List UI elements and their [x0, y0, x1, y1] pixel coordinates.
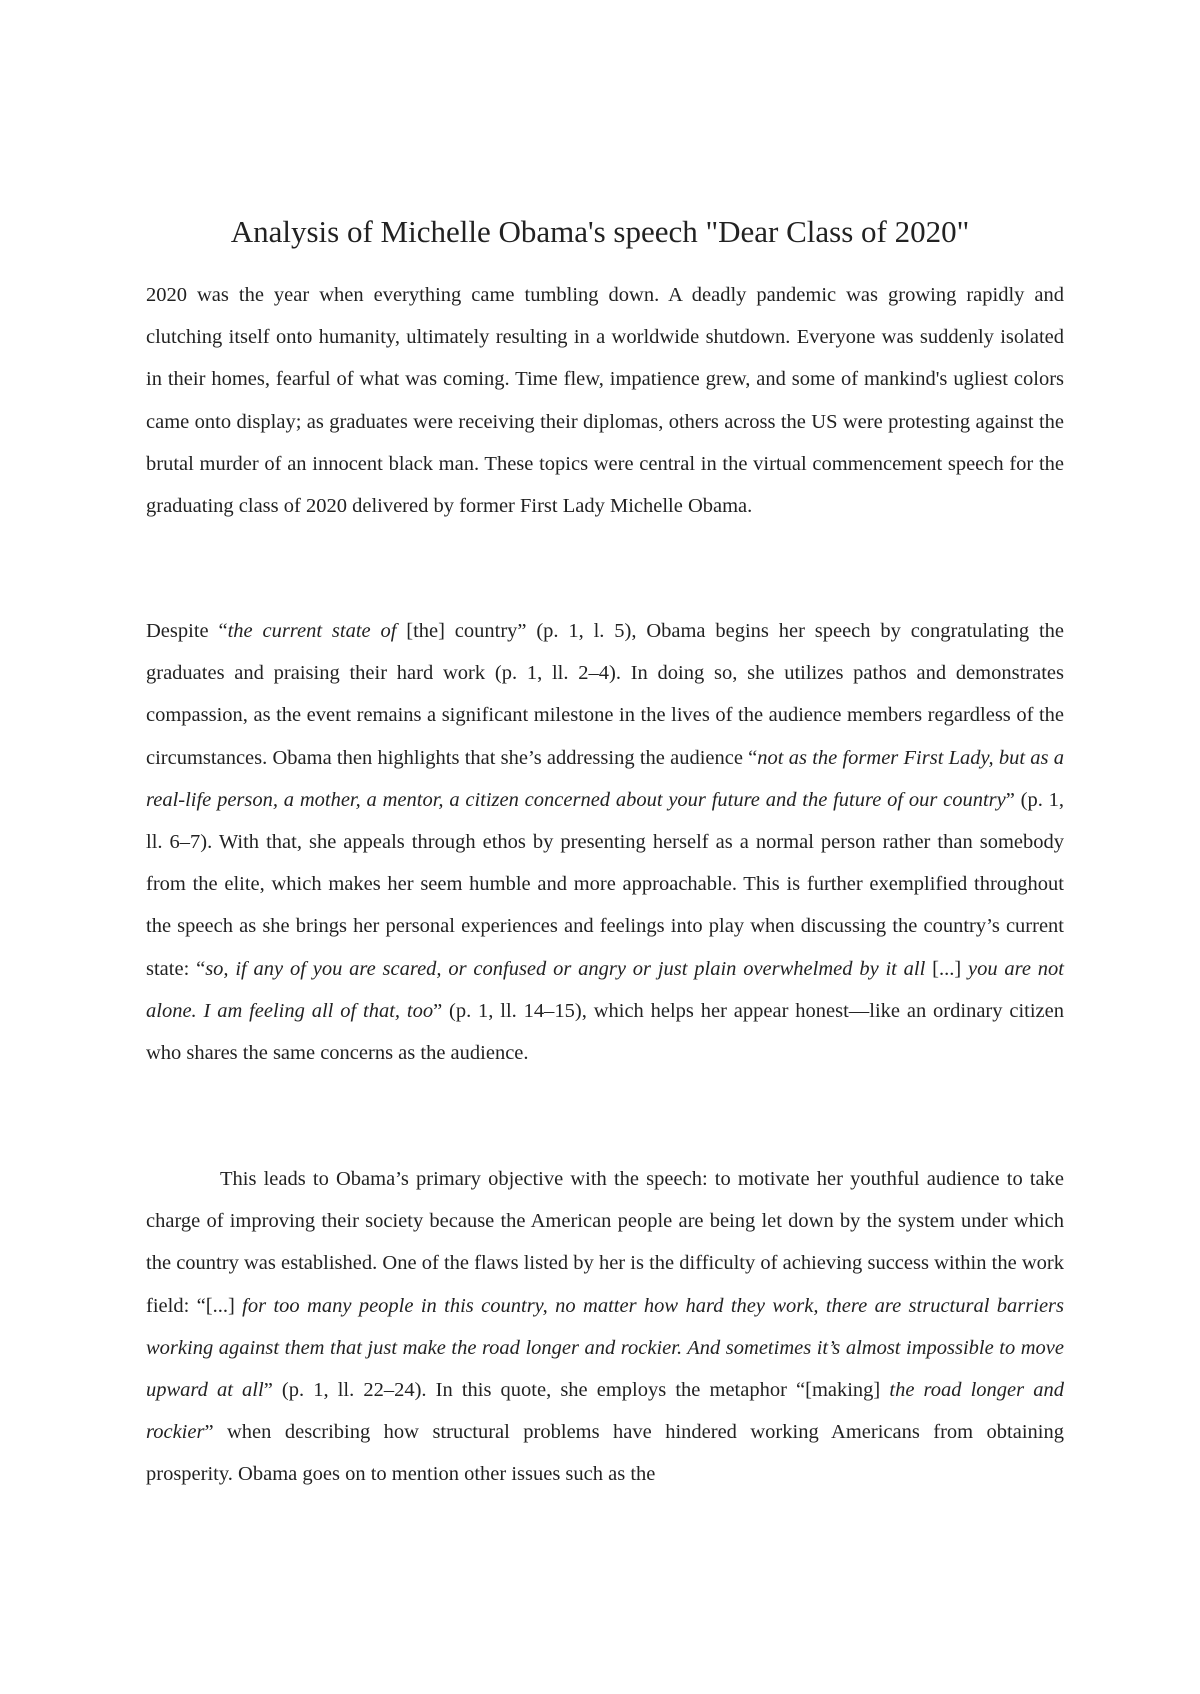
quote-segment: the road longer and rockier	[146, 1379, 1064, 1444]
text-segment: ” (p. 1, ll. 6–7). With that, she appeals through ethos by presenting herself as a normal person rather than somebody from the elite, which makes her seem humble and more approachable. This is further exemplified throughout the speech as she brings her personal experiences and feelings into play when discussing the country’s current state: “	[146, 788, 1064, 980]
quote-segment: so, if any of you are scared, or confused or angry or just plain overwhelmed by it all	[205, 957, 926, 980]
quote-segment: for too many people in this country, no matter how hard they work, there are structural barriers working against them that just make the road longer and rockier. And sometimes it’s almost impossible to move upward at all	[146, 1294, 1065, 1402]
quote-segment: you are not alone. I am feeling all of that, too	[146, 957, 1064, 1022]
text-segment: ” (p. 1, ll. 14–15), which helps her appear honest—like an ordinary citizen who shares the same concerns as the audience.	[146, 999, 1064, 1065]
text-segment: Despite “	[146, 620, 228, 642]
text-segment: [...]	[925, 957, 968, 980]
text-segment: ” when describing how structural problems have hindered working Americans from obtaining prosperity. Obama goes on to mention other issues such as the	[146, 1421, 1064, 1486]
quote-segment: the current state of	[227, 620, 397, 642]
paragraph-introduction: 2020 was the year when everything came tumbling down. A deadly pandemic was growing rapidly and clutching itself onto humanity, ultimately resulting in a worldwide shutdown. Everyone was suddenly isolated in their homes, fearful of what was coming. Time flew, impatience grew, and some of mankind's ugliest colors came onto display; as graduates were receiving their diplomas, others across the US were protesting against the brutal murder of an innocent black man. These topics were central in the virtual commencement speech for the graduating class of 2020 delivered by former First Lady Michelle Obama.	[146, 284, 1064, 518]
paragraph-pathos-ethos	[146, 610, 1064, 1074]
paragraph-objective	[146, 1158, 1064, 1496]
text-segment: ” (p. 1, ll. 22–24). In this quote, she employs the metaphor “[making]	[263, 1379, 890, 1402]
document-title: Analysis of Michelle Obama's speech "Dear Class of 2020"	[230, 214, 970, 249]
text-segment: [the] country” (p. 1, l. 5), Obama begins her speech by congratulating the graduates and praising their hard work (p. 1, ll. 2–4). In doing so, she utilizes pathos and demonstrates compassion, as the event remains a significant milestone in the lives of the audience members regardless of the circumstances. Obama then highlights that she’s addressing the audience “	[146, 620, 1064, 769]
quote-segment: not as the former First Lady, but as a real-life person, a mother, a mentor, a citizen concerned about your future and the future of our country	[146, 746, 1065, 811]
text-segment: This leads to Obama’s primary objective with the speech: to motivate her youthful audience to take charge of improving their society because the American people are being let down by the system under which the country was established. One of the flaws listed by her is the difficulty of achieving success within the work field: “[...]	[146, 1168, 1064, 1317]
